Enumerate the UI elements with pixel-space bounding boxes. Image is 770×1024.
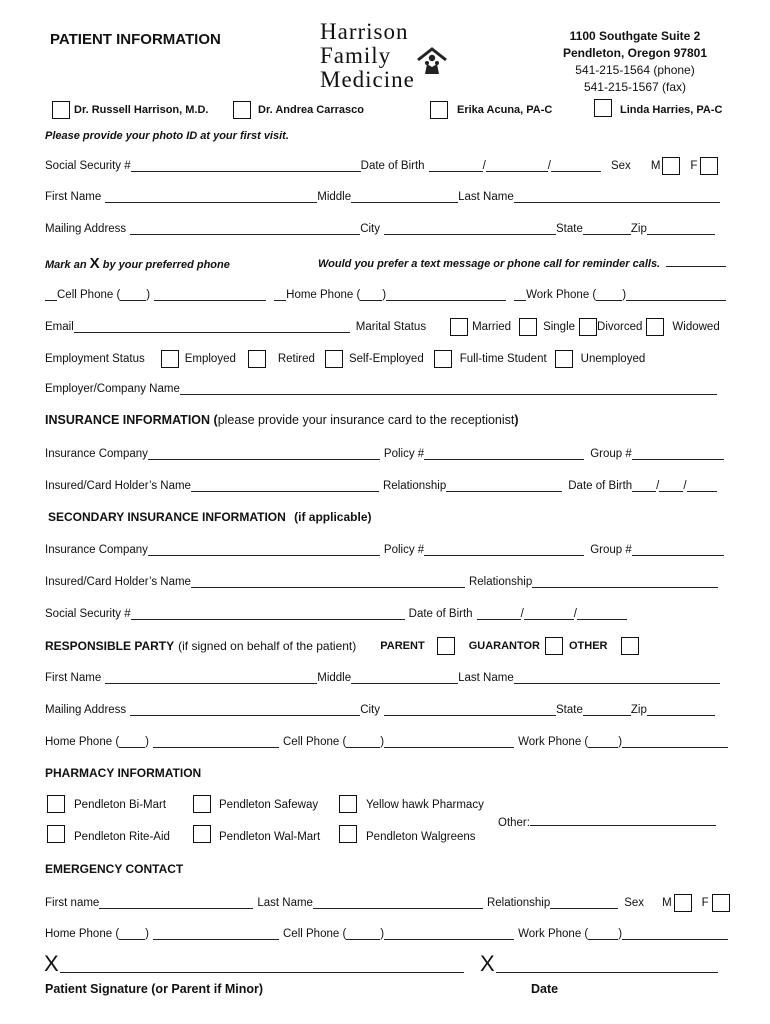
responsible-first-field[interactable] [105, 672, 317, 684]
employer-field[interactable] [180, 383, 717, 395]
city-field[interactable] [384, 223, 556, 235]
email-field[interactable] [74, 321, 350, 333]
responsible-zip-field[interactable] [647, 704, 715, 716]
responsible-state-field[interactable] [583, 704, 631, 716]
secondary-policy-field[interactable] [424, 544, 584, 556]
emergency-first-field[interactable] [99, 897, 253, 909]
mailing-address-label: Mailing Address [45, 223, 127, 235]
marital-status-label: Marital Status [355, 321, 427, 333]
employment-status-label: Employment Status [45, 353, 145, 365]
state-label: State [556, 223, 583, 235]
insurance-company-label: Insurance Company [45, 448, 148, 460]
responsible-address-row [45, 702, 715, 718]
responsible-heading-note: (if signed on behalf of the patient) [178, 639, 357, 653]
widowed-checkbox[interactable] [646, 318, 664, 336]
responsible-work-area[interactable] [588, 736, 618, 748]
responsible-home-label: Home Phone ( [45, 736, 120, 748]
holder-dob-label: Date of Birth [568, 480, 633, 492]
email-label: Email [45, 321, 74, 333]
card-holder-field[interactable] [191, 480, 379, 492]
parent-label: PARENT [380, 640, 425, 652]
responsible-state-label: State [556, 704, 583, 716]
emergency-cell-label: Cell Phone ( [283, 928, 347, 940]
practice-logo [320, 20, 415, 92]
signature-date-field[interactable] [496, 960, 718, 973]
secondary-relationship-field[interactable] [532, 576, 718, 588]
photo-id-notice: Please provide your photo ID at your first visit. [45, 130, 289, 142]
wal-mart-checkbox[interactable] [193, 825, 211, 843]
emergency-sex-f-checkbox[interactable] [712, 894, 730, 912]
employer-label: Employer/Company Name [45, 383, 180, 395]
walgreens-label: Pendleton Walgreens [366, 831, 476, 843]
single-checkbox[interactable] [519, 318, 537, 336]
work-phone-label: Work Phone ( [526, 289, 597, 301]
secondary-company-field[interactable] [148, 544, 380, 556]
signature-x-mark: X [44, 951, 59, 976]
pharmacy-other-label: Other: [498, 817, 530, 829]
emergency-first-label: First name [45, 897, 100, 909]
unemployed-checkbox[interactable] [555, 350, 573, 368]
employed-checkbox[interactable] [161, 350, 179, 368]
group-label: Group # [590, 448, 632, 460]
work-preferred-mark[interactable] [514, 289, 526, 301]
emergency-relationship-field[interactable] [550, 897, 618, 909]
sex-m-checkbox[interactable] [662, 157, 680, 175]
middle-name-field[interactable] [351, 191, 458, 203]
single-label: Single [543, 321, 576, 333]
pharmacy-other [498, 814, 716, 829]
logo-line-3: Medicine [320, 67, 415, 92]
responsible-city-label: City [360, 704, 380, 716]
secondary-holder-field[interactable] [191, 576, 465, 588]
divorced-label: Divorced [597, 321, 643, 333]
ssn-row: Social Security # Date of Birth / / Sex M F [45, 157, 718, 175]
fax-number: 541-215-1567 (fax) [583, 80, 687, 94]
sex-f-checkbox[interactable] [700, 157, 718, 175]
first-name-field[interactable] [105, 191, 317, 203]
ssn-label: Social Security # [45, 160, 131, 172]
yellowhawk-checkbox[interactable] [339, 795, 357, 813]
emergency-work-area[interactable] [588, 928, 618, 940]
sex-f-label: F [690, 160, 698, 172]
holder-dob-day[interactable] [659, 480, 683, 492]
last-name-field[interactable] [514, 191, 720, 203]
provider-checkbox-2[interactable] [233, 101, 251, 119]
card-holder-label: Insured/Card Holder’s Name [45, 480, 191, 492]
widowed-label: Widowed [672, 321, 720, 333]
mark-an-text: Mark an [45, 259, 87, 271]
sex-label: Sex [610, 160, 631, 172]
emergency-last-label: Last Name [257, 897, 313, 909]
pharmacy-other-field[interactable] [530, 814, 716, 826]
emergency-home-field[interactable] [153, 928, 279, 940]
secondary-company-label: Insurance Company [45, 544, 148, 556]
email-row [45, 318, 720, 336]
reminder-question [318, 255, 726, 270]
patient-signature-label: Patient Signature (or Parent if Minor) [45, 982, 264, 996]
employed-label: Employed [184, 353, 236, 365]
preferred-phone-text: by your preferred phone [102, 259, 230, 271]
insurance-heading-note: please provide your insurance card to the receptionist [217, 413, 515, 427]
secondary-group-label: Group # [590, 544, 632, 556]
responsible-home-area[interactable] [119, 736, 145, 748]
secondary-heading-text: SECONDARY INSURANCE INFORMATION [48, 510, 286, 524]
phone-number: 541-215-1564 (phone) [575, 63, 695, 77]
sex-m-label: M [650, 160, 661, 172]
dob-day-field[interactable] [486, 160, 548, 172]
ssn-field[interactable] [131, 160, 361, 172]
cell-area-code-field[interactable] [120, 289, 146, 301]
home-phone-field[interactable] [386, 289, 506, 301]
insurance-heading-text: INSURANCE INFORMATION ( [45, 413, 218, 427]
provider-checkbox-1[interactable] [52, 101, 70, 119]
work-phone-field[interactable] [626, 289, 726, 301]
wal-mart-label: Pendleton Wal-Mart [219, 831, 321, 843]
provider-checkbox-4[interactable] [594, 99, 612, 117]
reminder-question-text: Would you prefer a text message or phone call for reminder calls. [318, 258, 661, 270]
self-employed-checkbox[interactable] [325, 350, 343, 368]
city-label: City [360, 223, 380, 235]
employment-row [45, 350, 645, 368]
secondary-dob-month[interactable] [477, 608, 521, 620]
full-time-student-label: Full-time Student [459, 353, 547, 365]
first-name-label: First Name [45, 191, 102, 203]
home-phone-label: Home Phone ( [286, 289, 361, 301]
responsible-last-field[interactable] [514, 672, 720, 684]
full-time-student-checkbox[interactable] [434, 350, 452, 368]
phone-row: Cell Phone ( ) Home Phone ( ) Work Phone ( ) [45, 287, 726, 303]
emergency-home-label: Home Phone ( [45, 928, 120, 940]
responsible-cell-label: Cell Phone ( [283, 736, 347, 748]
employer-row [45, 381, 717, 397]
group-field[interactable] [632, 448, 724, 460]
address-row [45, 221, 715, 237]
secondary-holder-row [45, 574, 718, 590]
emergency-sex-m-label: M [662, 897, 672, 909]
dob-year-field[interactable] [551, 160, 601, 172]
insurance-company-field[interactable] [148, 448, 380, 460]
bi-mart-checkbox[interactable] [47, 795, 65, 813]
responsible-cell-field[interactable] [384, 736, 514, 748]
work-area-code-field[interactable] [596, 289, 622, 301]
preferred-phone-instruction [45, 255, 230, 272]
secondary-relationship-label: Relationship [468, 576, 533, 588]
responsible-home-field[interactable] [153, 736, 279, 748]
self-employed-label: Self-Employed [348, 353, 424, 365]
responsible-city-field[interactable] [384, 704, 556, 716]
date-x-mark: X [480, 951, 495, 976]
emergency-sex-f-label: F [701, 897, 709, 909]
reminder-preference-field[interactable] [666, 255, 726, 267]
retired-checkbox[interactable] [248, 350, 266, 368]
unemployed-label: Unemployed [580, 353, 646, 365]
rite-aid-label: Pendleton Rite-Aid [74, 831, 170, 843]
emergency-relationship-label: Relationship [486, 897, 551, 909]
mark-x-text: X [89, 255, 100, 272]
married-label: Married [472, 321, 512, 333]
responsible-work-field[interactable] [622, 736, 728, 748]
middle-name-label: Middle [317, 191, 352, 203]
divorced-checkbox[interactable] [579, 318, 597, 336]
state-field[interactable] [583, 223, 631, 235]
form-title: PATIENT INFORMATION [50, 31, 221, 48]
house-family-icon [415, 46, 449, 76]
responsible-first-label: First Name [45, 672, 102, 684]
cell-preferred-mark[interactable] [45, 289, 57, 301]
responsible-mailing-field[interactable] [130, 704, 360, 716]
policy-label: Policy # [383, 448, 425, 460]
secondary-ssn-label: Social Security # [45, 608, 131, 620]
secondary-group-field[interactable] [632, 544, 724, 556]
dob-label: Date of Birth [360, 160, 425, 172]
logo-line-1: Harrison [320, 19, 409, 44]
zip-field[interactable] [647, 223, 715, 235]
secondary-insurance-heading [48, 510, 371, 524]
provider-checkbox-3[interactable] [430, 101, 448, 119]
emergency-home-area[interactable] [119, 928, 145, 940]
home-area-code-field[interactable] [360, 289, 382, 301]
provider-label-3: Erika Acuna, PA-C [457, 104, 553, 116]
yellowhawk-label: Yellow hawk Pharmacy [366, 799, 484, 811]
married-checkbox[interactable] [450, 318, 468, 336]
zip-label: Zip [630, 223, 647, 235]
name-row [45, 189, 720, 205]
secondary-policy-label: Policy # [383, 544, 425, 556]
parent-checkbox[interactable] [437, 637, 455, 655]
secondary-heading-note: (if applicable) [294, 510, 372, 524]
address-line-1: 1100 Southgate Suite 2 [569, 29, 701, 43]
relationship-label: Relationship [382, 480, 447, 492]
emergency-sex-label: Sex [624, 897, 645, 909]
emergency-work-label: Work Phone ( [518, 928, 589, 940]
secondary-company-row [45, 542, 724, 558]
rite-aid-checkbox[interactable] [47, 825, 65, 843]
provider-label-2: Dr. Andrea Carrasco [258, 104, 364, 116]
secondary-dob-label: Date of Birth [408, 608, 473, 620]
insurance-heading-close: ) [514, 413, 519, 427]
cell-phone-field[interactable] [154, 289, 266, 301]
responsible-party-heading [45, 637, 639, 655]
emergency-last-field[interactable] [313, 897, 483, 909]
responsible-middle-field[interactable] [351, 672, 458, 684]
emergency-name-row [45, 894, 730, 912]
secondary-ssn-row: Social Security # Date of Birth / / [45, 606, 627, 622]
responsible-cell-area[interactable] [346, 736, 380, 748]
responsible-heading-text: RESPONSIBLE PARTY [45, 639, 175, 653]
signature-date-label: Date [531, 982, 559, 996]
walgreens-checkbox[interactable] [339, 825, 357, 843]
responsible-name-row [45, 670, 720, 686]
holder-dob-month[interactable] [632, 480, 656, 492]
responsible-last-label: Last Name [458, 672, 514, 684]
responsible-phone-row: Home Phone ( ) Cell Phone ( ) Work Phone ( ) [45, 734, 728, 750]
safeway-checkbox[interactable] [193, 795, 211, 813]
policy-field[interactable] [424, 448, 584, 460]
secondary-dob-year[interactable] [577, 608, 627, 620]
emergency-work-field[interactable] [622, 928, 728, 940]
emergency-sex-m-checkbox[interactable] [674, 894, 692, 912]
pharmacy-heading: PHARMACY INFORMATION [45, 766, 202, 780]
insurance-heading [45, 413, 519, 427]
other-checkbox[interactable] [621, 637, 639, 655]
emergency-cell-field[interactable] [384, 928, 514, 940]
home-preferred-mark[interactable] [274, 289, 286, 301]
card-holder-row: Insured/Card Holder’s Name Relationship Date of Birth / / [45, 478, 717, 494]
provider-label-4: Linda Harries, PA-C [620, 104, 723, 116]
relationship-field[interactable] [446, 480, 562, 492]
responsible-middle-label: Middle [317, 672, 352, 684]
secondary-holder-label: Insured/Card Holder’s Name [45, 576, 191, 588]
mailing-address-field[interactable] [130, 223, 360, 235]
address-line-2: Pendleton, Oregon 97801 [562, 46, 708, 60]
responsible-work-label: Work Phone ( [518, 736, 589, 748]
logo-line-2: Family [320, 43, 392, 68]
emergency-heading: EMERGENCY CONTACT [45, 862, 184, 876]
retired-label: Retired [277, 353, 315, 365]
provider-label-1: Dr. Russell Harrison, M.D. [74, 104, 209, 116]
safeway-label: Pendleton Safeway [219, 799, 319, 811]
other-label: OTHER [568, 640, 608, 652]
insurance-company-row [45, 446, 724, 462]
emergency-phone-row: Home Phone ( ) Cell Phone ( ) Work Phone ( ) [45, 926, 728, 942]
patient-signature-field[interactable] [60, 960, 464, 973]
responsible-zip-label: Zip [630, 704, 647, 716]
secondary-ssn-field[interactable] [131, 608, 405, 620]
guarantor-checkbox[interactable] [545, 637, 563, 655]
guarantor-label: GUARANTOR [468, 640, 540, 652]
clinic-contact [530, 28, 740, 96]
bi-mart-label: Pendleton Bi-Mart [74, 799, 167, 811]
emergency-cell-area[interactable] [346, 928, 380, 940]
responsible-mailing-label: Mailing Address [45, 704, 127, 716]
dob-month-field[interactable] [429, 160, 483, 172]
secondary-dob-day[interactable] [524, 608, 574, 620]
cell-phone-label: Cell Phone ( [57, 289, 121, 301]
last-name-label: Last Name [458, 191, 514, 203]
holder-dob-year[interactable] [687, 480, 717, 492]
